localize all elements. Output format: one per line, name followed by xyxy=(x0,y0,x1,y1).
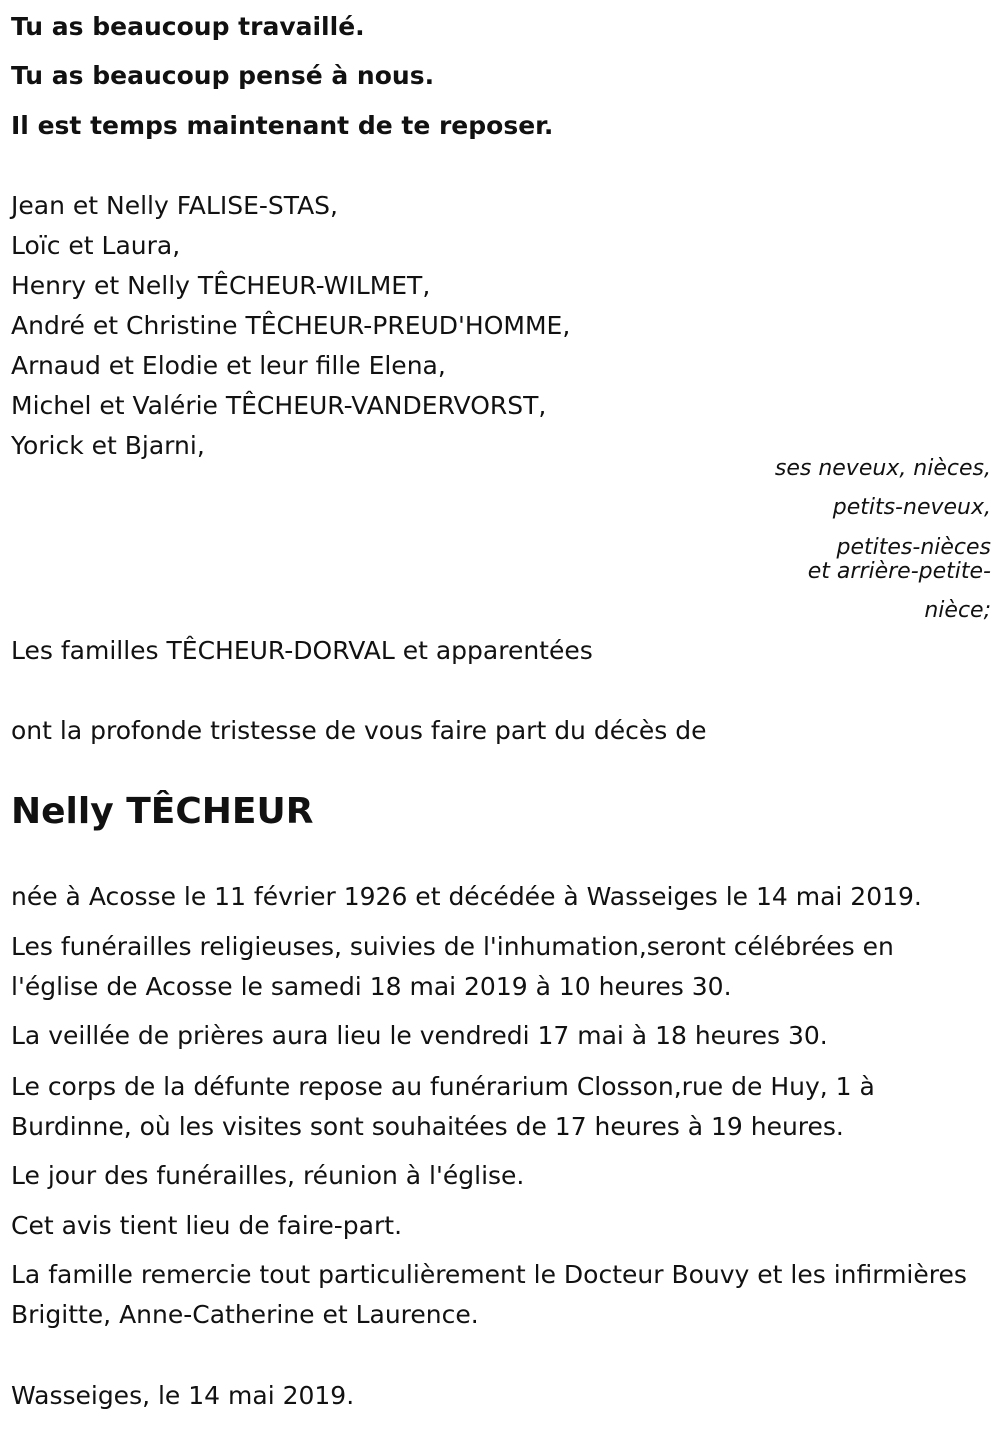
relation-line-4: et arrière-petite- xyxy=(807,559,991,584)
relation-line-3: petites-nièces xyxy=(836,535,991,560)
birth-death-line: née à Acosse le 11 février 1926 et décédée à Wasseiges le 14 mai 2019. xyxy=(11,882,922,911)
announcement: ont la profonde tristesse de vous faire part du décès de xyxy=(11,716,707,745)
thanks-paragraph: La famille remercie tout particulièrement le Docteur Bouvy et les infirmières Brigitte, Anne-Catherine et Laurence. xyxy=(11,1260,967,1329)
family-member: Henry et Nelly TÊCHEUR-WILMET, xyxy=(11,271,431,300)
relation-line-2: petits-neveux, xyxy=(832,495,991,520)
obituary-notice xyxy=(11,0,991,1431)
family-member: Loïc et Laura, xyxy=(11,231,181,260)
family-member: Michel et Valérie TÊCHEUR-VANDERVORST, xyxy=(11,391,547,420)
family-list xyxy=(11,186,570,466)
family-member: André et Christine TÊCHEUR-PREUD'HOMME, xyxy=(11,311,571,340)
poem-line-2: Tu as beaucoup pensé à nous. xyxy=(11,61,435,90)
family-member: Yorick et Bjarni, xyxy=(11,431,205,460)
relation-line-1: ses neveux, nièces, xyxy=(774,456,991,481)
poem-line-1: Tu as beaucoup travaillé. xyxy=(11,12,365,41)
meeting-paragraph: Le jour des funérailles, réunion à l'église. xyxy=(11,1161,525,1190)
signature: Wasseiges, le 14 mai 2019. xyxy=(11,1381,355,1410)
relation-line-5: nièce; xyxy=(924,598,991,623)
deceased-name: Nelly TÊCHEUR xyxy=(11,791,314,832)
family-member: Arnaud et Elodie et leur fille Elena, xyxy=(11,351,446,380)
vigil-paragraph: La veillée de prières aura lieu le vendredi 17 mai à 18 heures 30. xyxy=(11,1021,828,1050)
family-member: Jean et Nelly FALISE-STAS, xyxy=(11,191,339,220)
funeral-home-paragraph: Le corps de la défunte repose au funérarium Closson,rue de Huy, 1 à Burdinne, où les visites sont souhaitées de 17 heures à 19 heures. xyxy=(11,1072,875,1141)
notice-paragraph: Cet avis tient lieu de faire-part. xyxy=(11,1211,403,1240)
families-line: Les familles TÊCHEUR-DORVAL et apparentées xyxy=(11,636,593,665)
funeral-paragraph: Les funérailles religieuses, suivies de l'inhumation,seront célébrées en l'église de Acosse le samedi 18 mai 2019 à 10 heures 30. xyxy=(11,932,894,1001)
poem-line-3: Il est temps maintenant de te reposer. xyxy=(11,111,554,140)
